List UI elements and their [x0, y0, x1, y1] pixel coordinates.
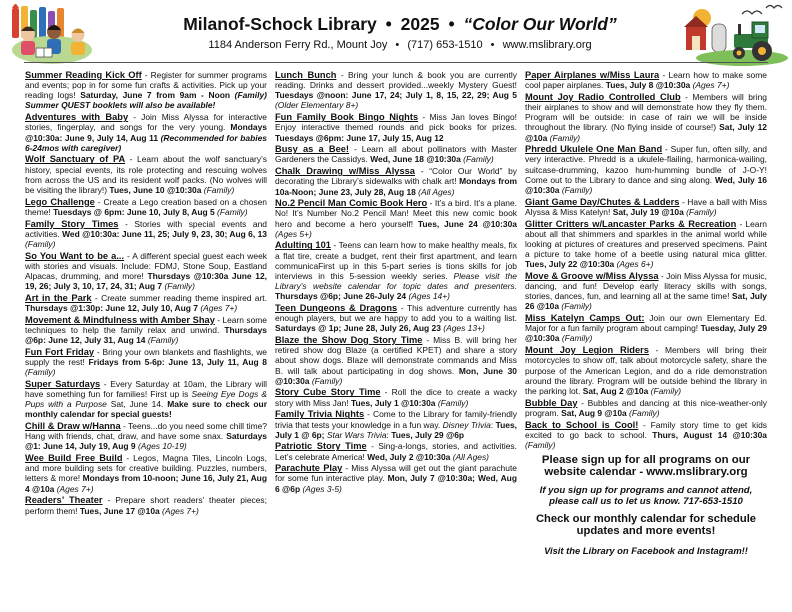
header-divider — [24, 62, 768, 63]
event-description: - “Color Our World” by decorating the Library’s sidewalks with chalk art! — [275, 166, 517, 187]
event-description: - It’s a bird. It’s a plane. No! It’s Number No.2 Pencil Man! Meet this new comic book hero and become a hero yourself! — [275, 198, 517, 229]
event-entry — [25, 70, 267, 111]
event-entry — [25, 293, 267, 313]
event-schedule: Tues, June 17 @10a — [79, 505, 160, 516]
event-schedule: Sat, Aug 2 @10a — [582, 385, 649, 396]
event-description: - Legos, Magna Tiles, Lincoln Logs, and more building sets for creative building. Puzzles, numbers, letters & more! — [25, 453, 267, 484]
event-audience: Please visit the Library's website calendar for topic dates and presenters. — [275, 270, 517, 292]
event-entry — [25, 495, 267, 515]
event-description: - Members will bring their motorcycles to show off, talk about motorcycle safety, share the purpose of the American Legion, and do a ride demonstration around the library. Program will be outside behind the library in the parking lot. — [525, 345, 767, 396]
event-entry — [25, 219, 267, 249]
tractor-farm-icon — [682, 4, 788, 66]
event-entry — [275, 441, 517, 461]
event-entry — [25, 347, 267, 377]
event-title: Patriotic Story Time — [275, 441, 367, 452]
event-schedule: Thurs, August 14 @10:30a — [652, 429, 767, 440]
event-audience: (Recommended for babies 6-24mos with caregiver) — [25, 132, 267, 153]
calendar-note: Check our monthly calendar for schedule updates and more events! — [535, 512, 757, 538]
event-schedule: Mondays from 10-noon; June 16, July 21, Aug 4 @10a — [25, 473, 267, 494]
event-description: : — [490, 419, 496, 430]
event-entry — [525, 313, 767, 343]
event-schedule: Wed, July 2 @10:30a — [367, 451, 451, 462]
event-schedule: Sat, July 12 @10a — [525, 122, 767, 143]
event-schedule: Tues, July 29 @6p — [391, 429, 465, 440]
library-name: Milanof-Schock Library — [183, 14, 377, 34]
event-audience: (Family) — [648, 385, 682, 396]
event-schedule: Tues, July 8 @10:30a — [605, 80, 691, 91]
event-description: - Miss B. will bring her retired show dog Blaze (a certified KPET) and share a story about show dogs. Blaze will demonstrate commands and Miss B. will talk about participating in dog shows. — [275, 335, 517, 376]
event-audience: (Ages 5+) — [275, 228, 312, 239]
program-theme: “Color Our World” — [463, 14, 617, 34]
flyer-title — [150, 14, 650, 35]
event-entry — [525, 197, 767, 217]
event-title: Chalk Drawing w/Miss Alyssa — [275, 166, 415, 177]
event-description: - Prepare short readers’ theater pieces; perform them! — [25, 495, 267, 516]
event-title: Bubble Day — [525, 397, 578, 408]
events-column-3-list — [525, 70, 767, 450]
event-entry — [525, 70, 767, 90]
event-schedule: Wed, July 16 @10:30a — [525, 174, 767, 195]
event-description: - Create summer reading theme inspired art. — [91, 292, 267, 303]
event-title: Giant Game Day/Chutes & Ladders — [525, 196, 680, 207]
event-schedule: Sat, July 26 @10a — [525, 291, 767, 312]
event-entry — [525, 345, 767, 396]
event-audience: (Ages 3-5) — [300, 483, 342, 494]
event-schedule: Tues, June 24 @10:30a — [417, 218, 517, 229]
street-address: 1184 Anderson Ferry Rd., Mount Joy — [208, 39, 388, 51]
event-description: - Learn about all that shimmers and sparkles in the animal world while looking at pictures of creatures and preserved specimens. Paint a picture to take home of a beetle using natural mica glitter. — [525, 218, 767, 260]
event-schedule: Mon, June 30 @10:30a — [275, 365, 517, 386]
event-schedule: Tuesdays @ 6pm: June 10, July 8, Aug 5 — [53, 206, 215, 217]
event-schedule: Fridays from 5-6p: June 13, July 11, Aug 8 — [88, 356, 267, 367]
event-schedule: Saturday, June 7 from 9am - Noon — [80, 90, 231, 101]
event-description: - Bring your own blankets and flashlights, we supply the rest! — [25, 346, 267, 367]
event-entry — [25, 453, 267, 494]
events-column-2 — [275, 70, 517, 608]
event-title: Movement & Mindfulness with Amber Shay — [25, 314, 215, 325]
event-audience: (Family) — [309, 375, 343, 386]
event-title: Adventures with Baby — [25, 112, 129, 123]
event-title: Miss Katelyn Camps Out: — [525, 313, 645, 324]
event-audience: (Family) — [145, 335, 179, 346]
event-schedule: Mon, July 7 @10:30a; Wed, Aug 6 @6p — [275, 473, 517, 494]
event-schedule: Saturdays @1: June 14, July 19, Aug 9 — [25, 431, 267, 452]
event-schedule: Tues, July 1 @ 6p; — [275, 419, 517, 440]
event-audience: (Family) — [559, 333, 593, 344]
event-entry — [525, 420, 767, 450]
event-description: - Bubbles and dancing at this nice-weather-only program. — [525, 397, 767, 418]
event-description: - Members will bring their airplanes to show and will demonstrate how they fly them. Program will be outside: in case of rain we will be inside throughout the library. (No flying inside of course!) — [525, 91, 767, 133]
event-schedule: Mondays from 10a-Noon; June 23, July 28, Aug 18 — [275, 176, 517, 197]
program-year: 2025 — [400, 14, 440, 34]
event-schedule: Sat, July 19 @10a — [612, 206, 684, 217]
event-audience: (Ages 13+) — [440, 323, 485, 334]
event-audience: Star Wars Trivia — [324, 429, 387, 440]
events-column-1 — [25, 70, 267, 608]
event-schedule: Thursdays @1:30p: June 12, July 10, Aug 7 — [25, 303, 198, 313]
event-audience: (Ages 10-19) — [135, 441, 187, 452]
event-entry — [275, 387, 517, 407]
event-description: - Sing-a-longs, stories, and activities. Let’s celebrate America! — [275, 441, 517, 462]
event-audience: (Family) — [435, 397, 469, 408]
event-title: Parachute Play — [275, 463, 343, 474]
event-title: Phredd Ukulele One Man Band — [525, 144, 663, 155]
event-entry — [525, 92, 767, 143]
event-schedule: Saturdays @ 1p; June 28, July 26, Aug 23 — [275, 323, 441, 334]
event-description: - Learn all about pollinators with Master Gardeners the Cassidys. — [275, 144, 517, 165]
event-audience: (Family) — [25, 238, 56, 249]
event-schedule: Make sure to check our monthly calendar for special guests! — [25, 399, 267, 420]
event-description: - Every Saturday at 10am, the Library will have something fun for families! First up is — [25, 378, 267, 400]
event-audience: (Family) — [201, 184, 235, 195]
phone-number: (717) 653-1510 — [407, 39, 483, 51]
event-schedule: Tues, June 10 @10:30a — [109, 184, 202, 195]
event-schedule: Wed, June 18 @10:30a — [370, 154, 461, 165]
event-description: - Roll the dice to create a wacky story with Miss Jan! — [275, 387, 517, 408]
event-title: Glitter Critters w/Lancaster Parks & Recreation — [525, 218, 737, 229]
event-entry — [275, 198, 517, 239]
event-entry — [525, 144, 767, 195]
event-title: Family Story Times — [25, 218, 119, 229]
event-description: - Have a ball with Miss Alyssa & Miss Katelyn! — [525, 196, 767, 217]
event-audience: (Family) — [162, 281, 195, 292]
event-title: Chill & Draw w/Hanna — [25, 421, 121, 432]
event-description: - Join Miss Alyssa for music, dancing, and fun! Develop early literacy skills with songs, stories, dances, fun, and learning all at the same time! — [525, 270, 767, 302]
event-description: - Teens can learn how to make healthy meals, fix a flat tire, create a budget, rent their first apartment, and learn communicaFirst up in this 5-part series is tions skills for job interviews in this 5-session weekly series. — [275, 240, 517, 281]
event-description: - Super fun, often silly, and very interactive. Phredd is a ukulele-flailing, harmonica-wailing, suitcase-drumming, kazoo hum-humming bundle of J-O-Y! Come out to the Library to dance and sing along. — [525, 144, 767, 185]
event-description: Join our own Elementary Ed. Major for a fun family program about camping! — [525, 313, 767, 334]
event-schedule: Tuesday, July 29 @10:30a — [525, 323, 767, 344]
event-audience: (Ages 6+) — [614, 259, 654, 270]
event-audience: (Family) — [683, 206, 717, 217]
event-description: - This adventure currently has enough players, but we are happy to add you to a waiting list. — [275, 303, 517, 324]
event-entry — [525, 219, 767, 270]
event-schedule: Tues, July 22 @10:30a — [525, 259, 615, 270]
event-audience: (Ages 14+) — [406, 291, 450, 302]
event-description: - Learn some techniques to help the family relax and unwind. — [25, 314, 267, 335]
event-entry — [25, 154, 267, 195]
event-audience: (Family) — [525, 439, 556, 450]
event-entry — [25, 112, 267, 153]
event-title: Teen Dungeons & Dragons — [275, 303, 398, 313]
event-entry — [275, 463, 517, 493]
event-schedule: Mondays @10:30a: June 9, July 14, Aug 11 — [25, 122, 267, 143]
event-title: Fun Fort Friday — [25, 346, 95, 357]
event-audience: (Family) — [230, 90, 267, 101]
event-title: Family Trivia Nights — [275, 409, 365, 420]
event-entry — [25, 251, 267, 292]
event-description: - Learn about the wolf sanctuary’s history, special events, its role protecting and rescuing wolves from across the US and its resident wolf packs. (No wolves will be visiting the library!) — [25, 154, 267, 195]
event-description: - Join Miss Alyssa for interactive stories, fingerplay, and songs for the very young. — [25, 112, 267, 133]
event-audience: Seeing Eye Dogs & Pups with a Purpose — [25, 389, 267, 410]
event-entry — [25, 315, 267, 345]
closing-notes — [525, 454, 767, 556]
event-schedule: Thursdays @10:30a June 12, 19, 26; July 3, 10, 17, 24, 31; Aug 7 — [25, 270, 267, 292]
event-entry — [275, 409, 517, 439]
social-note: Visit the Library on Facebook and Instagram!! — [544, 544, 748, 556]
event-entry — [275, 335, 517, 386]
event-audience: (Older Elementary 8+) — [275, 100, 359, 111]
event-description: - Family story time to get kids excited to go back to school. — [525, 419, 767, 440]
contact-separator: • — [395, 39, 400, 51]
event-audience: (All Ages) — [415, 186, 455, 197]
event-description: - Create a Lego creation based on a chosen theme! — [25, 196, 267, 217]
event-title: Super Saturdays — [25, 378, 101, 389]
event-title: Adulting 101 — [275, 240, 331, 251]
signup-note: Please sign up for all programs on our website calendar - www.mslibrary.org — [541, 453, 751, 479]
event-schedule: Tuesdays @noon: June 17, 24; July 1, 8, 15, 22, 29; Aug 5 — [275, 90, 517, 101]
event-audience: (Family) — [559, 184, 593, 195]
event-schedule: Wed @10:30a: June 11, 25; July 9, 23, 30; Aug 6, 13 — [62, 228, 267, 239]
event-title: No.2 Pencil Man Comic Book Hero — [275, 198, 428, 209]
event-entry — [25, 379, 267, 420]
cancel-note: If you sign up for programs and cannot attend, please call us to let us know. 717-653-1510 — [539, 484, 753, 507]
event-title: So You Want to be a... — [25, 250, 125, 261]
event-audience: (Family) — [214, 206, 248, 217]
event-title: Busy as a Bee! — [275, 144, 350, 155]
event-audience: (Ages 7+) — [690, 80, 730, 91]
event-description: - Learn how to make some cool paper airplanes. — [525, 70, 767, 91]
event-audience: (Family) — [559, 301, 592, 312]
contact-line — [150, 39, 650, 51]
event-title: Wee Build Free Build — [25, 453, 123, 464]
event-entry — [25, 421, 267, 451]
event-entry — [275, 144, 517, 164]
title-separator: • — [385, 14, 392, 34]
event-schedule: Tues, July 1 @10:30a — [350, 397, 436, 408]
events-column-3 — [525, 70, 767, 608]
title-separator: • — [448, 14, 455, 34]
event-audience: (Ages 7+) — [197, 303, 238, 313]
event-schedule: Sat, Aug 9 @10a — [561, 407, 627, 418]
event-schedule: Thursdays @6p: June 12, July 31, Aug 14 — [25, 324, 267, 346]
event-description: : — [386, 429, 392, 440]
event-description: - Bring your lunch & book you are currently reading. Drinks and dessert provided...weekly Mystery Guest! — [275, 70, 517, 91]
event-schedule: Thursdays @6p; June 26-July 24 — [275, 291, 407, 302]
event-title: Story Cube Story Time — [275, 387, 381, 398]
event-title: Mount Joy Radio Controlled Club — [525, 91, 681, 102]
flyer-header — [0, 0, 792, 66]
event-title: Summer Reading Kick Off — [25, 70, 142, 80]
event-description: - Miss Jan loves Bingo! Enjoy interactive themed rounds and pick books for prizes. — [275, 112, 517, 133]
event-entry — [525, 271, 767, 312]
event-description: - Register for summer programs and events; pop in for some fun crafts & activities. Pick up your reading logs! — [25, 70, 267, 101]
event-audience: Disney Trivia — [442, 419, 491, 430]
event-entry — [525, 398, 767, 418]
event-audience: (Family) — [460, 154, 494, 165]
event-title: Wolf Sanctuary of PA — [25, 154, 126, 165]
event-audience: (Family) — [547, 132, 581, 143]
event-entry — [275, 303, 517, 333]
event-audience: (Ages 7+) — [54, 483, 94, 494]
event-audience: Summer QUEST booklets will also be available! — [25, 100, 216, 111]
event-audience: (Family) — [25, 367, 56, 378]
event-title: Back to School is Cool! — [525, 419, 639, 430]
contact-separator: • — [490, 39, 495, 51]
event-title: Lego Challenge — [25, 196, 95, 207]
event-description: - Stories with special events and activities. — [25, 218, 267, 239]
event-description: - Come to the Library for family-friendly trivia that tests your knowledge in a fun way. — [275, 409, 517, 430]
website-link[interactable]: www.mslibrary.org — [502, 39, 592, 51]
event-title: Move & Groove w/Miss Alyssa — [525, 270, 659, 281]
event-audience: (All Ages) — [450, 451, 489, 462]
event-entry — [275, 70, 517, 111]
event-audience: (Ages 7+) — [159, 505, 199, 516]
event-description: - Teens...do you need some chill time? Hang with friends, chat, draw, and have some snax. — [25, 421, 267, 442]
event-description: Sat, June 14. — [106, 399, 168, 410]
event-title: Mount Joy Legion Riders — [525, 345, 649, 356]
event-entry — [25, 197, 267, 217]
event-title: Art in the Park — [25, 292, 92, 303]
kids-reading-crayons-icon — [6, 4, 98, 66]
event-entry — [275, 240, 517, 301]
event-title: Paper Airplanes w/Miss Laura — [525, 70, 660, 80]
event-title: Lunch Bunch — [275, 70, 337, 80]
event-description: - Miss Alyssa will get out the giant parachute for some fun interactive play. — [275, 463, 517, 484]
event-title: Blaze the Show Dog Story Time — [275, 335, 423, 346]
event-title: Readers’ Theater — [25, 495, 103, 506]
event-description: - A different special guest each week with stories and visuals. Include: FDMJ, Stone Soup, Eastland Alpacas, drumming, and more! — [25, 250, 267, 281]
event-entry — [275, 112, 517, 142]
event-audience: (Family) — [626, 407, 660, 418]
event-entry — [275, 166, 517, 196]
event-schedule: Tuesdays @6pm: June 17, July 15, Aug 12 — [275, 132, 444, 143]
event-title: Fun Family Book Bingo Nights — [275, 112, 419, 123]
